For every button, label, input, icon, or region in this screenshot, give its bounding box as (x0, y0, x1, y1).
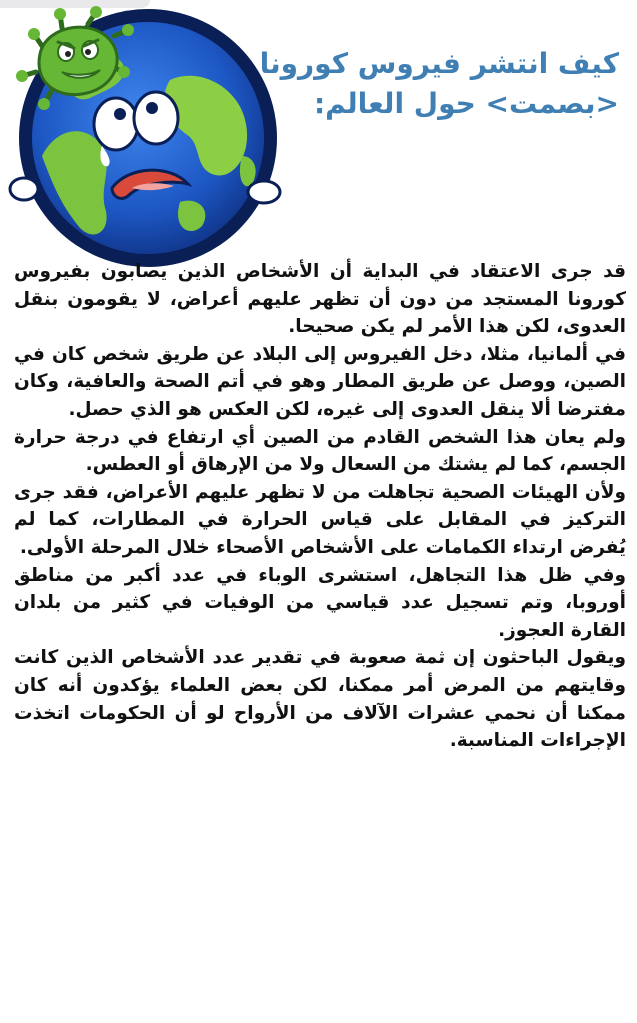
article-title (259, 44, 619, 124)
title-line-2: <بصمت> حول العالم: (313, 87, 619, 120)
article-body (14, 258, 626, 755)
paragraph: ولأن الهيئات الصحية تجاهلت من لا تظهر عليهم الأعراض، فقد جرى التركيز في المقابل على قياس الحرارة في المطارات، كما لم يُفرض ارتداء الكمامات على الأشخاص الأصحاء خلال المرحلة الأولى. (14, 481, 626, 558)
crying-earth-with-virus-icon (2, 6, 294, 268)
paragraph: وفي ظل هذا التجاهل، استشرى الوباء في عدد أكبر من مناطق أوروبا، وتم تسجيل عدد قياسي من الوفيات في كثير من بلدان القارة العجوز. (14, 564, 626, 641)
paragraph: ويقول الباحثون إن ثمة صعوبة في تقدير عدد الأشخاص الذين كانت وقايتهم من المرض أمر ممكنا، لكن بعض العلماء يؤكدون أنه كان ممكنا أن نحمي عشرات الآلاف من الأرواح لو أن الحكومات اتخذت الإجراءات المناسبة. (14, 647, 626, 752)
title-line-1: كيف انتشر فيروس كورونا (259, 47, 619, 80)
paragraph: في ألمانيا، مثلا، دخل الفيروس إلى البلاد عن طريق شخص كان في الصين، ووصل عن طريق المطار وهو في أتم الصحة والعافية، وكان مفترضا ألا ينقل العدوى إلى غيره، لكن العكس هو الذي حصل. (14, 343, 626, 420)
paragraph: ولم يعان هذا الشخص القادم من الصين أي ارتفاع في درجة حرارة الجسم، كما لم يشتك من السعال ولا من الإرهاق أو العطس. (14, 426, 626, 476)
paragraph: قد جرى الاعتقاد في البداية أن الأشخاص الذين يصابون بفيروس كورونا المستجد من دون أن تظهر عليهم أعراض، لا يقومون بنقل العدوى، لكن هذا الأمر لم يكن صحيحا. (14, 261, 626, 338)
